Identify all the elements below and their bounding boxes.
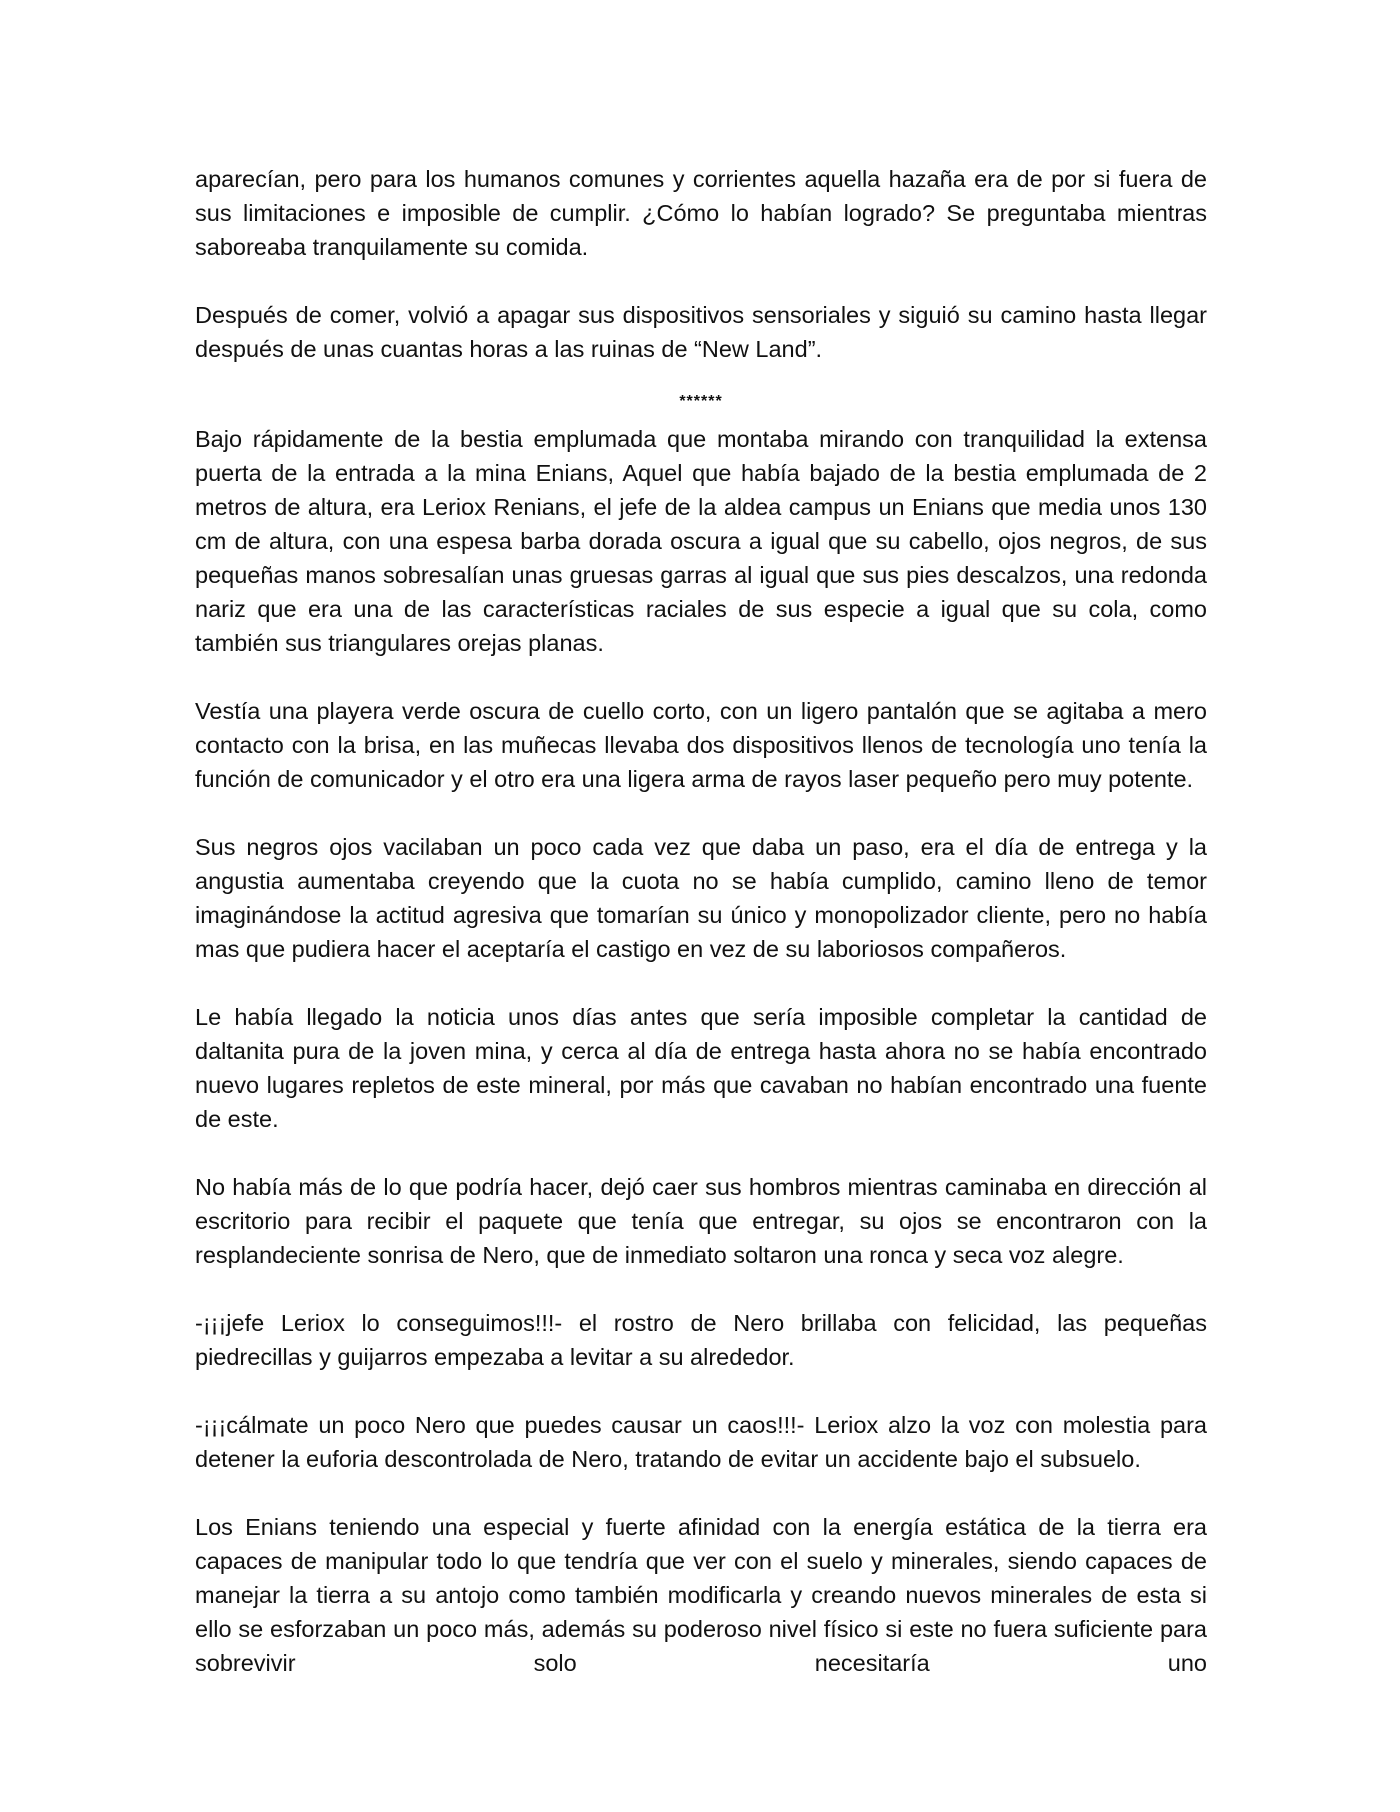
paragraph-continuation: aparecían, pero para los humanos comunes y corrientes aquella hazaña era de por si fuera de sus limitaciones e imposible de cumplir. ¿Cómo lo habían logrado? Se preguntaba mientras saboreaba tranquilamente su comida. xyxy=(195,166,1207,260)
scene-separator: ****** xyxy=(679,393,723,410)
paragraph-dialogue-leriox: -¡¡¡cálmate un poco Nero que puedes causar un caos!!!- Leriox alzo la voz con molestia para detener la euforia descontrolada de Nero, tratando de evitar un accidente bajo el subsuelo. xyxy=(195,1412,1207,1472)
paragraph-enians-ability: Los Enians teniendo una especial y fuerte afinidad con la energía estática de la tierra era capaces de manipular todo lo que tendría que ver con el suelo y minerales, siendo capaces de manejar la tierra a su antojo como también modificarla y creando nuevos minerales de esta si ello se esforzaban un poco más, además su poderoso nivel físico si este no fuera suficiente para sobrevivir solo necesitaría uno xyxy=(195,1514,1207,1676)
paragraph-after-meal: Después de comer, volvió a apagar sus dispositivos sensoriales y siguió su camino hasta llegar después de unas cuantas horas a las ruinas de “New Land”. xyxy=(195,302,1207,362)
paragraph-anxiety: Sus negros ojos vacilaban un poco cada vez que daba un paso, era el día de entrega y la angustia aumentaba creyendo que la cuota no se había cumplido, camino lleno de temor imaginándose la actitud agresiva que tomarían su único y monopolizador cliente, pero no había mas que pudiera hacer el aceptaría el castigo en vez de su laboriosos compañeros. xyxy=(195,834,1207,962)
document-body xyxy=(195,162,1207,1714)
paragraph-nero-smile: No había más de lo que podría hacer, dejó caer sus hombros mientras caminaba en dirección al escritorio para recibir el paquete que tenía que entregar, su ojos se encontraron con la resplandeciente sonrisa de Nero, que de inmediato soltaron una ronca y seca voz alegre. xyxy=(195,1174,1207,1268)
paragraph-leriox-intro: Bajo rápidamente de la bestia emplumada que montaba mirando con tranquilidad la extensa puerta de la entrada a la mina Enians, Aquel que había bajado de la bestia emplumada de 2 metros de altura, era Leriox Renians, el jefe de la aldea campus un Enians que media unos 130 cm de altura, con una espesa barba dorada oscura a igual que su cabello, ojos negros, de sus pequeñas manos sobresalían unas gruesas garras al igual que sus pies descalzos, una redonda nariz que era una de las características raciales de sus especie a igual que su cola, como también sus triangulares orejas planas. xyxy=(195,426,1207,656)
paragraph-dialogue-nero: -¡¡¡jefe Leriox lo conseguimos!!!- el rostro de Nero brillaba con felicidad, las pequeñas piedrecillas y guijarros empezaba a levitar a su alrededor. xyxy=(195,1310,1207,1370)
paragraph-news: Le había llegado la noticia unos días antes que sería imposible completar la cantidad de daltanita pura de la joven mina, y cerca al día de entrega hasta ahora no se había encontrado nuevo lugares repletos de este mineral, por más que cavaban no habían encontrado una fuente de este. xyxy=(195,1004,1207,1132)
paragraph-clothing: Vestía una playera verde oscura de cuello corto, con un ligero pantalón que se agitaba a mero contacto con la brisa, en las muñecas llevaba dos dispositivos llenos de tecnología uno tenía la función de comunicador y el otro era una ligera arma de rayos laser pequeño pero muy potente. xyxy=(195,698,1207,792)
